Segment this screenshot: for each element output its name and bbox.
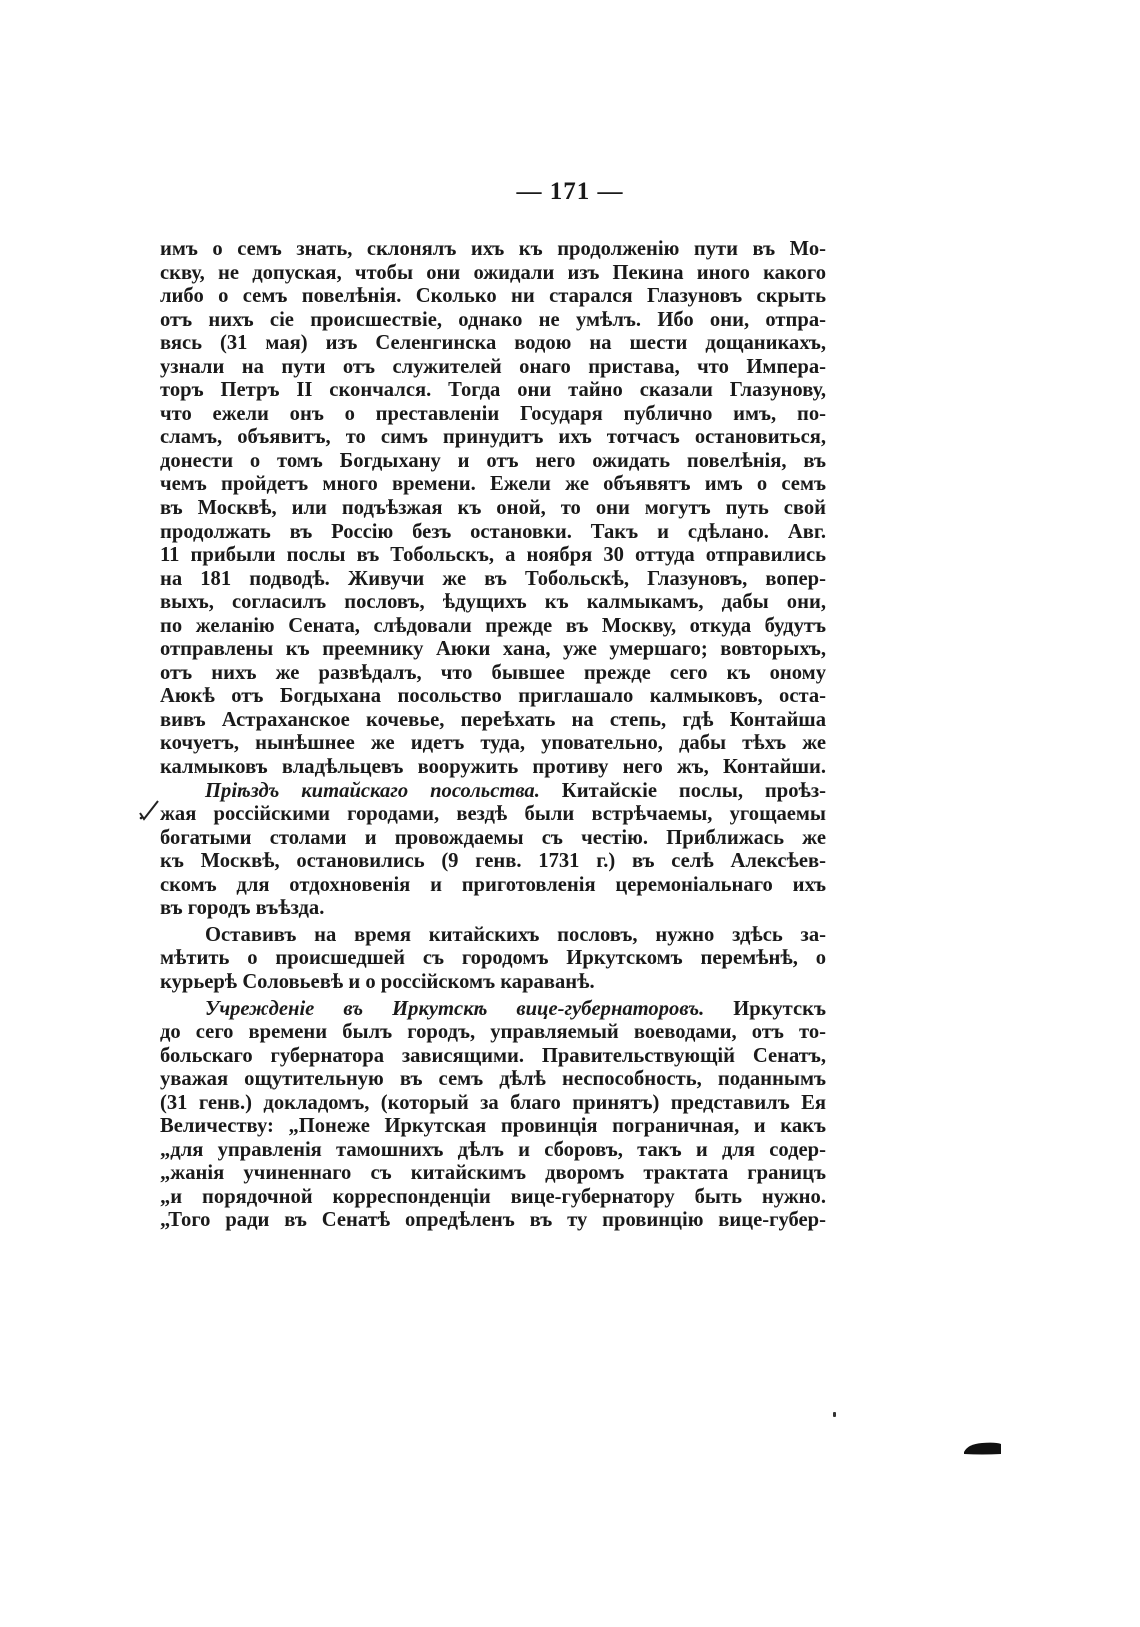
text-line: донести о томъ Богдыхану и отъ него ожидать повелѣнія, въ	[160, 449, 826, 472]
text-run: Иркутскъ	[704, 997, 826, 1020]
text-run: Китайскіе послы, проѣз-	[539, 779, 826, 802]
text-line: кочуетъ, нынѣшнее же идетъ туда, уповательно, дабы тѣхъ же	[160, 732, 826, 755]
text-line: что ежели онъ о преставленіи Государя публично имъ, по-	[160, 402, 826, 425]
section-heading-line	[160, 780, 826, 804]
ink-dot-mark	[833, 1412, 836, 1417]
text-line: продолжать въ Россію безъ остановки. Такъ и сдѣлано. Авг.	[160, 520, 826, 543]
text-line: выхъ, согласилъ пословъ, ѣдущихъ къ калмыкамъ, дабы они,	[160, 591, 826, 614]
ink-smudge-mark	[962, 1440, 1002, 1456]
section-heading: Пріѣздъ китайскаго посольства.	[205, 779, 540, 802]
text-line: уважая ощутительную въ семъ дѣлѣ неспособность, поданнымъ	[160, 1068, 826, 1091]
text-line: отправлены къ преемнику Аюки хана, уже умершаго; вовторыхъ,	[160, 638, 826, 661]
text-line: имъ о семъ знать, склонялъ ихъ къ продолженію пути въ Мо-	[160, 238, 826, 260]
text-line: отъ нихъ сіе происшествіе, однако не умѣлъ. Ибо они, отпра-	[160, 308, 826, 331]
text-line: калмыковъ владѣльцевъ вооружить противу него жъ, Контайши.	[160, 756, 826, 779]
text-line: „жанія учиненнаго съ китайскимъ дворомъ трактата границъ	[160, 1162, 826, 1185]
text-line: торъ Петръ II скончался. Тогда они тайно сказали Глазунову,	[160, 379, 826, 402]
text-line: сламъ, объявитъ, то симъ принудитъ ихъ тотчасъ остановиться,	[160, 426, 826, 449]
text-line: скву, не допуская, чтобы они ожидали изъ Пекина иного какого	[160, 261, 826, 284]
text-line: до сего времени былъ городъ, управляемый воеводами, отъ то-	[160, 1021, 826, 1044]
text-line: курьерѣ Соловьевѣ и о россійскомъ караванѣ.	[160, 970, 595, 993]
page-text	[160, 238, 826, 1233]
text-line: по желанію Сената, слѣдовали прежде въ Москву, откуда будутъ	[160, 614, 826, 637]
text-line: узнали на пути отъ служителей онаго пристава, что Импера-	[160, 355, 826, 378]
text-line: Величеству: „Понеже Иркутская провинція пограничная, и какъ	[160, 1115, 826, 1138]
text-line: на 181 подводѣ. Живучи же въ Тобольскѣ, Глазуновъ, вопер-	[160, 567, 826, 590]
text-line: либо о семъ повелѣнія. Сколько ни старался Глазуновъ скрыть	[160, 285, 826, 308]
page-number: — 171 —	[516, 178, 624, 205]
text-line: „и порядочной корреспонденціи вице-губернатору быть нужно.	[160, 1185, 826, 1208]
text-line: чемъ пройдетъ много времени. Ежели же объявятъ имъ о семъ	[160, 473, 826, 496]
text-line: жая россійскими городами, вездѣ были встрѣчаемы, угощаемы	[160, 803, 826, 826]
text-line: въ городъ въѣзда.	[160, 897, 325, 920]
text-line: больскаго губернатора зависящими. Правительствующій Сенатъ,	[160, 1044, 826, 1067]
text-line: отъ нихъ же развѣдалъ, что бывшее прежде сего къ оному	[160, 661, 826, 684]
text-line: мѣтить о происшедшей съ городомъ Иркутскомъ перемѣнѣ, о	[160, 947, 826, 970]
text-line: въ Москвѣ, или подъѣзжая къ оной, то они могутъ путь свой	[160, 497, 826, 520]
text-line: вясь (31 мая) изъ Селенгинска водою на шести дощаникахъ,	[160, 332, 826, 355]
paragraph-first-line: Оставивъ на время китайскихъ пословъ, нужно здѣсь за-	[205, 923, 826, 946]
text-line: 11 прибыли послы въ Тобольскъ, а ноября 30 оттуда отправились	[160, 544, 826, 567]
text-line: (31 генв.) докладомъ, (который за благо принятъ) представилъ Ея	[160, 1091, 826, 1114]
text-line: Аюкѣ отъ Богдыхана посольство приглашало калмыковъ, оста-	[160, 685, 826, 708]
text-line: богатыми столами и провождаемы съ честію. Приближась же	[160, 826, 826, 849]
text-line: къ Москвѣ, остановились (9 генв. 1731 г.) въ селѣ Алексѣев-	[160, 850, 826, 873]
text-line: „для управленія тамошнихъ дѣлъ и сборовъ, такъ и для содер-	[160, 1138, 826, 1161]
text-line: „Того ради въ Сенатѣ опредѣленъ въ ту провинцію вице-губер-	[160, 1209, 826, 1232]
text-line: скомъ для отдохновенія и приготовленія церемоніальнаго ихъ	[160, 873, 826, 896]
text-line: вивъ Астраханское кочевье, переѣхать на степь, гдѣ Контайша	[160, 708, 826, 731]
margin-checkmark-icon	[138, 799, 160, 821]
section-heading: Учрежденіе въ Иркутскѣ вице-губернаторовъ.	[205, 997, 705, 1020]
section-heading-line	[160, 998, 826, 1022]
